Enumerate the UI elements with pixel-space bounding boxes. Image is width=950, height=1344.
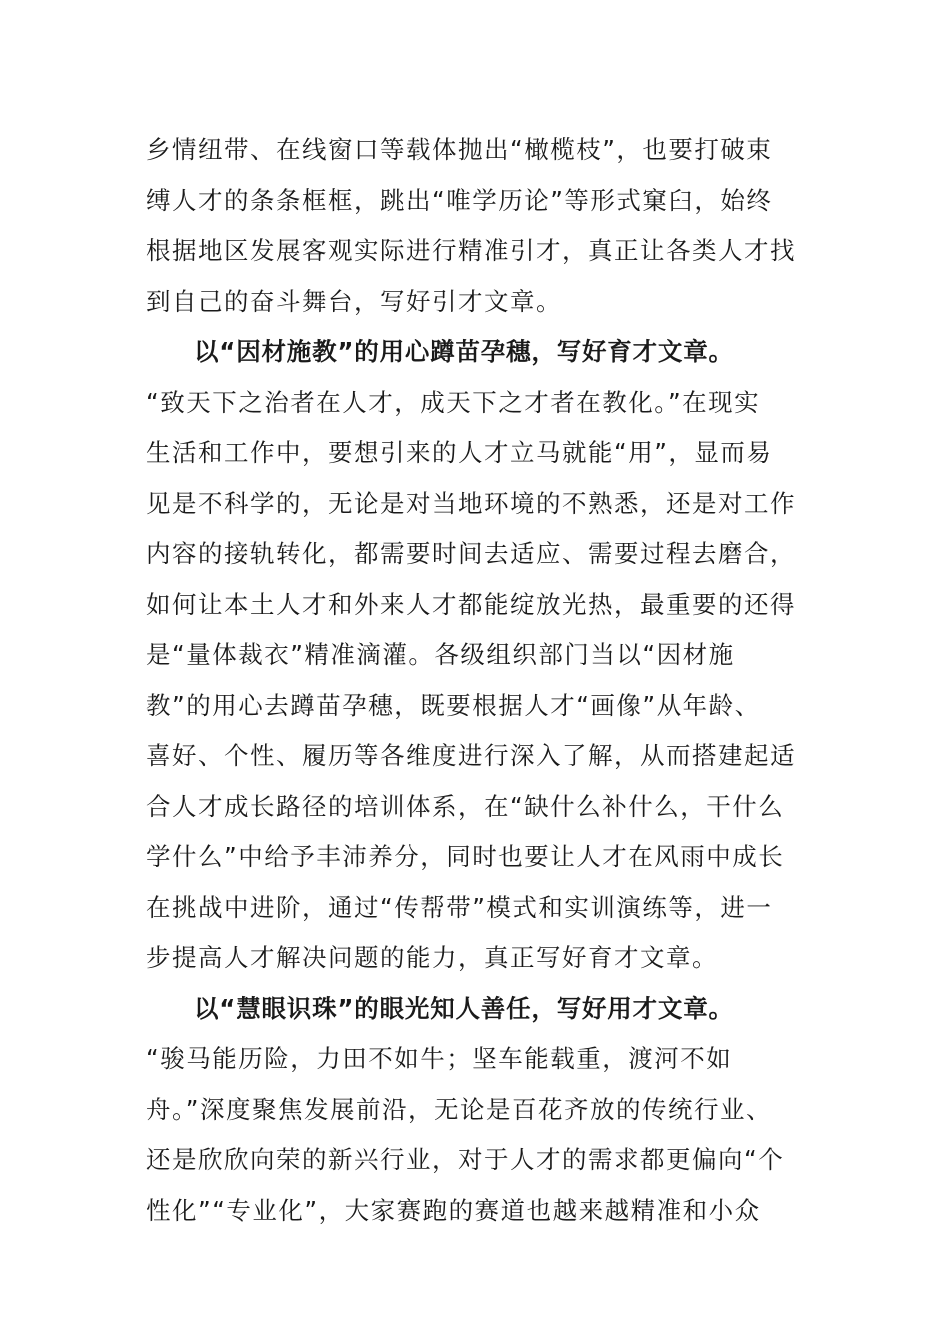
paragraph-line: 还是欣欣向荣的新兴行业，对于人才的需求都更偏向“个 <box>146 1145 785 1174</box>
paragraph-line: 是“量体裁衣”精准滴灌。各级组织部门当以“因材施 <box>146 640 735 669</box>
paragraph-line: “致天下之治者在人才，成天下之才者在教化。”在现实 <box>146 387 761 417</box>
paragraph-line: 内容的接轨转化，都需要时间去适应、需要过程去磨合， <box>146 539 796 568</box>
paragraph-line: 学什么”中给予丰沛养分，同时也要让人才在风雨中成长 <box>146 842 785 871</box>
paragraph-line: 乡情纽带、在线窗口等载体抛出“橄榄枝”，也要打破束 <box>146 135 773 164</box>
paragraph-line: 喜好、个性、履历等各维度进行深入了解，从而搭建起适 <box>146 741 796 770</box>
section-heading: 以“因材施教”的用心蹲苗孕穗，写好育才文章。 <box>194 337 734 366</box>
paragraph-line: 见是不科学的，无论是对当地环境的不熟悉，还是对工作 <box>146 488 796 518</box>
paragraph-line: 如何让本土人才和外来人才都能绽放光热，最重要的还得 <box>146 589 796 619</box>
document-body <box>146 125 806 1236</box>
paragraph-line: 缚人才的条条框框，跳出“唯学历论”等形式窠臼，始终 <box>146 185 773 215</box>
paragraph-line: 根据地区发展客观实际进行精准引才，真正让各类人才找 <box>146 236 796 265</box>
paragraph-line: 生活和工作中，要想引来的人才立马就能“用”，显而易 <box>146 438 773 467</box>
paragraph-line: 舟。”深度聚焦发展前沿，无论是百花齐放的传统行业、 <box>146 1094 772 1124</box>
paragraph-line: 性化”“专业化”，大家赛跑的赛道也越来越精准和小众 <box>146 1195 761 1225</box>
paragraph-line: 合人才成长路径的培训体系，在“缺什么补什么，干什么 <box>146 791 785 821</box>
paragraph-line: 到自己的奋斗舞台，写好引才文章。 <box>146 286 562 316</box>
paragraph-line: “骏马能历险，力田不如牛；坚车能载重，渡河不如 <box>146 1044 733 1073</box>
paragraph-line: 教”的用心去蹲苗孕穗，既要根据人才“画像”从年龄、 <box>146 690 761 720</box>
paragraph-line: 步提高人才解决问题的能力，真正写好育才文章。 <box>146 943 718 972</box>
paragraph-line: 在挑战中进阶，通过“传帮带”模式和实训演练等，进一 <box>146 892 773 922</box>
section-heading: 以“慧眼识珠”的眼光知人善任，写好用才文章。 <box>194 993 734 1023</box>
